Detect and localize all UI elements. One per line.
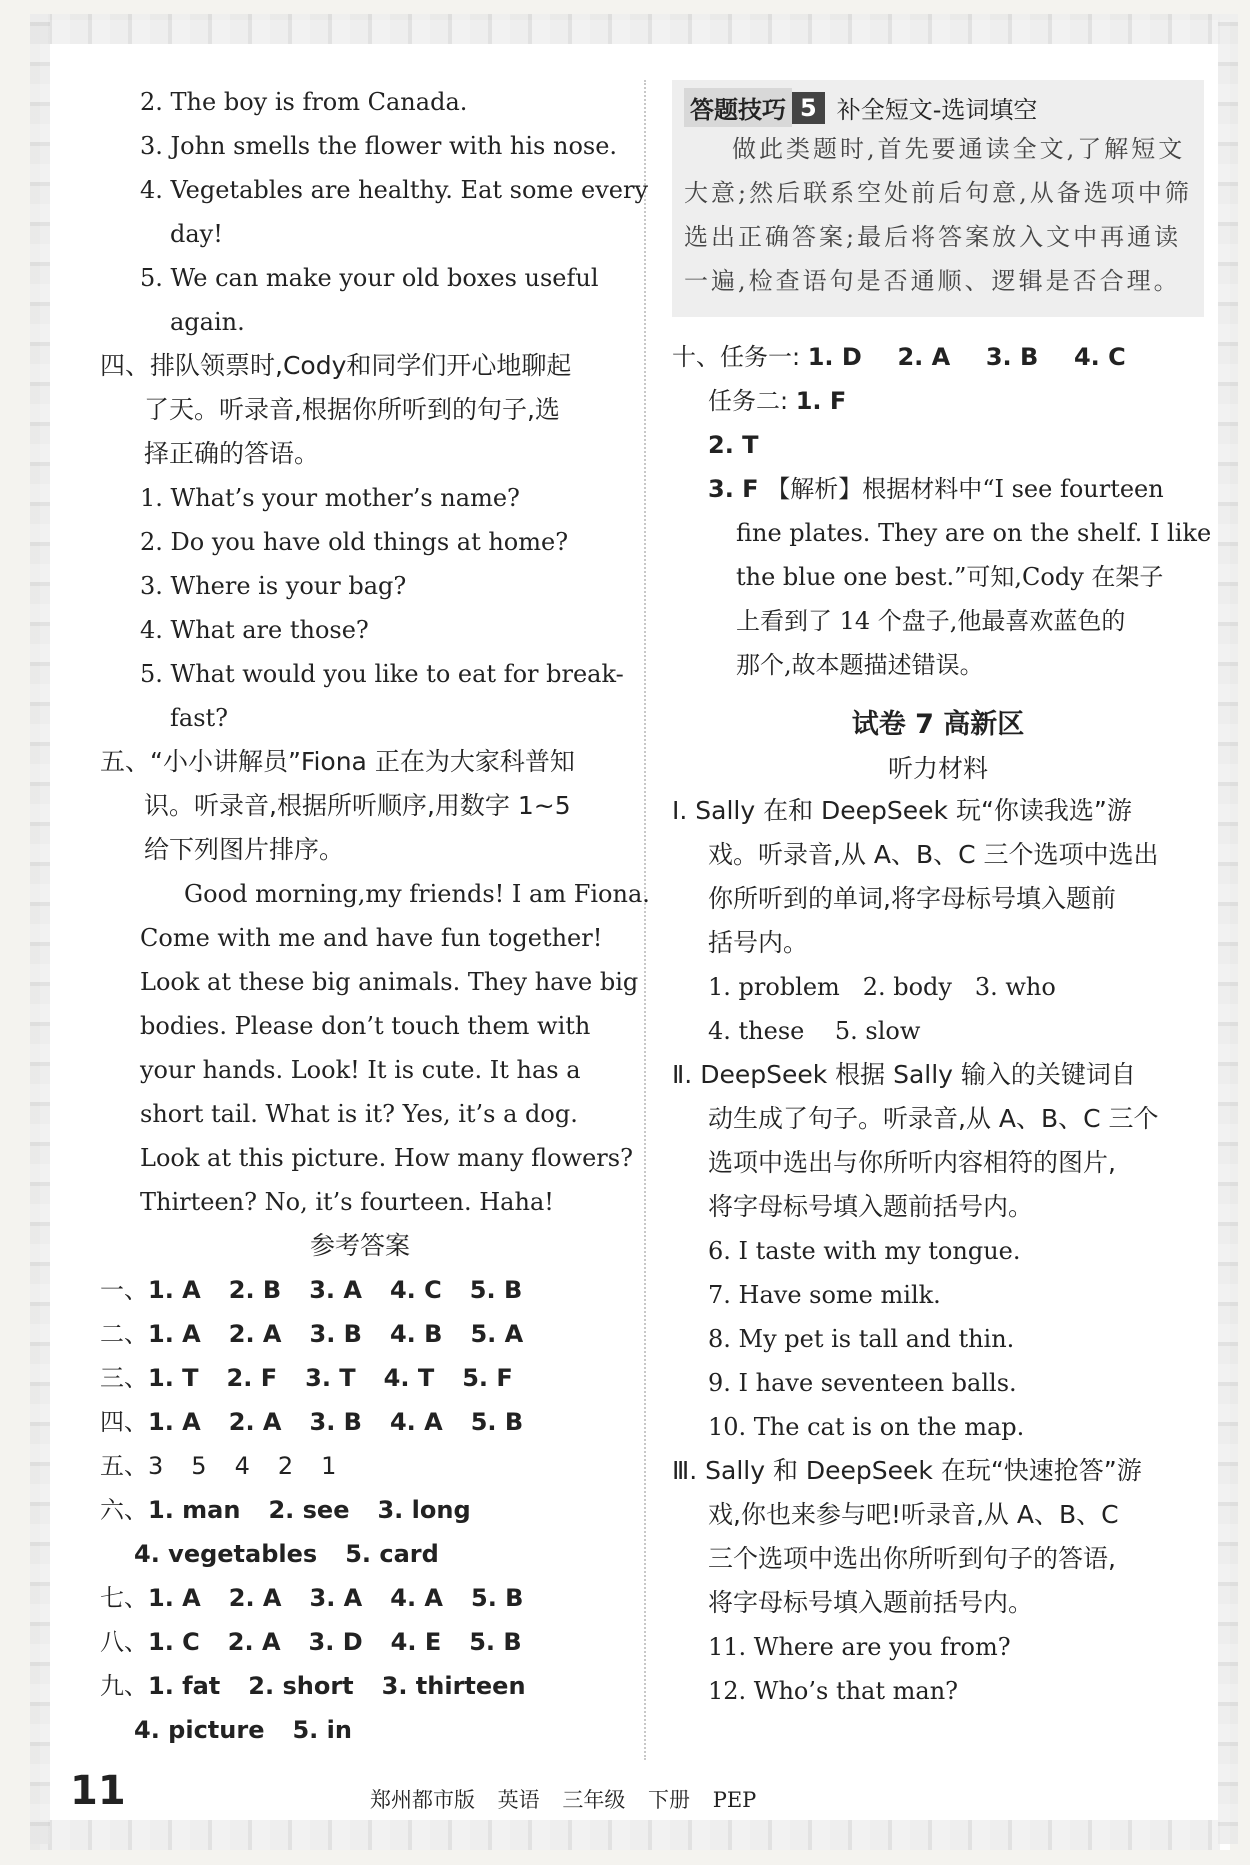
passage-line: short tail. What is it? Yes, it’s a dog. xyxy=(140,1100,578,1128)
section-10-line2 xyxy=(672,379,1204,423)
analysis-line: 上看到了 14 个盘子,他最喜欢蓝色的 xyxy=(736,607,1126,635)
answer-item: 3. B xyxy=(309,1320,362,1348)
answer-item: 5. B xyxy=(470,1408,524,1436)
answer-item: 4. E xyxy=(390,1628,442,1656)
answer-item: 1. A xyxy=(148,1276,201,1304)
answer-item: 4. C xyxy=(1073,343,1126,371)
answer-item: 4. vegetables xyxy=(134,1540,318,1568)
answer-item: 1. C xyxy=(148,1628,200,1656)
list-item: 5. We can make your old boxes useful xyxy=(140,264,599,292)
footer-text: 郑州都市版 英语 三年级 下册 PEP xyxy=(370,1788,757,1812)
tip-number: 5 xyxy=(792,92,825,124)
part-2-title: Ⅱ. DeepSeek 根据 Sally 输入的关键词自 xyxy=(672,1060,1136,1089)
section-10-line1 xyxy=(672,335,1204,379)
answer-list xyxy=(100,1268,620,1752)
part-3-title-cont: 将字母标号填入题前括号内。 xyxy=(708,1588,1034,1617)
part-2-title-cont: 将字母标号填入题前括号内。 xyxy=(708,1192,1034,1221)
answer-item: 2. T xyxy=(708,431,759,459)
answer-item: 4. A xyxy=(389,1408,443,1436)
answer-item: 4. C xyxy=(389,1276,442,1304)
section-4-title-cont: 择正确的答语。 xyxy=(144,439,320,468)
right-column xyxy=(672,80,1212,1713)
answer-item: 1. T xyxy=(148,1364,199,1392)
answer-item: 2. A xyxy=(228,1320,282,1348)
section-10-line4 xyxy=(672,467,1204,511)
answers-title: 参考答案 xyxy=(309,1231,410,1260)
list-item: 7. Have some milk. xyxy=(708,1281,941,1309)
answer-item: 5 xyxy=(191,1452,207,1480)
answer-item: 3. long xyxy=(377,1496,471,1524)
answer-row xyxy=(100,1708,620,1752)
tip-header xyxy=(684,88,1192,127)
answer-item: 5. card xyxy=(345,1540,439,1568)
part-3-title-cont: 戏,你也来参与吧!听录音,从 A、B、C xyxy=(708,1500,1119,1529)
tip-box xyxy=(672,80,1204,317)
list-item: 9. I have seventeen balls. xyxy=(708,1369,1017,1397)
answer-row xyxy=(100,1356,620,1400)
part-1-title-cont: 括号内。 xyxy=(708,928,809,957)
answer-item: 1 xyxy=(321,1452,337,1480)
section-10-line3 xyxy=(672,423,1204,467)
list-item: 10. The cat is on the map. xyxy=(708,1413,1025,1441)
answer-section-label: 九、 xyxy=(100,1672,148,1700)
passage-line: Look at these big animals. They have big xyxy=(140,968,639,996)
answer-item: 5. in xyxy=(292,1716,352,1744)
answer-section-label: 六、 xyxy=(100,1496,148,1524)
passage-line: Thirteen? No, it’s fourteen. Haha! xyxy=(140,1188,554,1216)
answer-item: 2. B xyxy=(228,1276,282,1304)
left-column xyxy=(100,80,650,1752)
tip-badge: 答题技巧 xyxy=(684,88,792,127)
answer-item: 2 xyxy=(277,1452,294,1480)
tip-title: 补全短文-选词填空 xyxy=(836,96,1038,124)
answer-section-label: 四、 xyxy=(100,1408,148,1436)
answer-row xyxy=(100,1312,620,1356)
answer-item: 3. D xyxy=(308,1628,363,1656)
analysis-line: fine plates. They are on the shelf. I like xyxy=(736,519,1212,547)
list-item: 5. What would you like to eat for break- xyxy=(140,660,624,688)
answer-row xyxy=(100,1488,620,1532)
answer-item: 3. A xyxy=(309,1276,362,1304)
answer-item: 1. man xyxy=(148,1496,241,1524)
part-1-title-cont: 戏。听录音,从 A、B、C 三个选项中选出 xyxy=(708,840,1159,869)
analysis-line: the blue one best.”可知,Cody 在架子 xyxy=(736,563,1164,591)
left-border xyxy=(30,14,50,1844)
list-item: 4. Vegetables are healthy. Eat some every xyxy=(140,176,649,204)
list-item: 1. What’s your mother’s name? xyxy=(140,484,520,512)
tip-body: 做此类题时,首先要通读全文,了解短文大意;然后联系空处前后句意,从备选项中筛选出正确答案;最后将答案放入文中再通读一遍,检查语句是否通顺、逻辑是否合理。 xyxy=(684,135,1192,295)
answer-item: 4. picture xyxy=(134,1716,265,1744)
answer-item: 5. F xyxy=(462,1364,513,1392)
list-item: 2. The boy is from Canada. xyxy=(140,88,468,116)
answer-section-label: 三、 xyxy=(100,1364,148,1392)
answer-item: 5. B xyxy=(469,1276,523,1304)
list-item: again. xyxy=(170,308,245,336)
passage-line: bodies. Please don’t touch them with xyxy=(140,1012,591,1040)
answer-item: 5. B xyxy=(471,1584,524,1612)
passage-line: Good morning,my friends! I am Fiona. xyxy=(184,880,650,908)
answer-item: 5. A xyxy=(470,1320,524,1348)
analysis-line: 那个,故本题描述错误。 xyxy=(736,651,984,679)
right-border xyxy=(1218,14,1238,1844)
answer-item: 1. A xyxy=(148,1320,201,1348)
top-border xyxy=(30,14,1220,44)
answer-section-label: 八、 xyxy=(100,1628,148,1656)
answer-item: 3. thirteen xyxy=(381,1672,526,1700)
list-item: 3. John smells the flower with his nose. xyxy=(140,132,618,160)
answer-section-label: 七、 xyxy=(100,1584,148,1612)
answer-row xyxy=(100,1664,620,1708)
answer-row xyxy=(100,1620,620,1664)
answer-section-label: 二、 xyxy=(100,1320,148,1348)
list-item: 3. Where is your bag? xyxy=(140,572,407,600)
answer-section-label: 一、 xyxy=(100,1276,148,1304)
answer-item: 2. F xyxy=(226,1364,278,1392)
answer-item: 3. F xyxy=(708,475,759,503)
list-item: 6. I taste with my tongue. xyxy=(708,1237,1021,1265)
task-2-label: 任务二: xyxy=(708,387,789,415)
paper-subtitle: 听力材料 xyxy=(887,754,988,783)
list-item: 2. Do you have old things at home? xyxy=(140,528,569,556)
passage-line: Look at this picture. How many flowers? xyxy=(140,1144,633,1172)
answer-item: 4. T xyxy=(383,1364,435,1392)
answer-item: 3. B xyxy=(309,1408,362,1436)
list-item: 12. Who’s that man? xyxy=(708,1677,959,1705)
answer-item: 4. A xyxy=(390,1584,443,1612)
answer-item: 3. A xyxy=(309,1584,363,1612)
list-item: 11. Where are you from? xyxy=(708,1633,1011,1661)
answer-item: 3. T xyxy=(305,1364,356,1392)
analysis-text: 【解析】根据材料中“I see fourteen xyxy=(766,475,1164,503)
answer-row xyxy=(100,1268,620,1312)
answer-item: 1. F xyxy=(795,387,847,415)
passage-line: Come with me and have fun together! xyxy=(140,924,603,952)
part-2-title-cont: 动生成了句子。听录音,从 A、B、C 三个 xyxy=(708,1104,1159,1133)
section-4-title: 四、排队领票时,Cody和同学们开心地聊起 xyxy=(100,351,572,380)
part-1-title: Ⅰ. Sally 在和 DeepSeek 玩“你读我选”游 xyxy=(672,796,1132,825)
part-3-title-cont: 三个选项中选出你所听到句子的答语, xyxy=(708,1544,1116,1573)
answer-row xyxy=(100,1532,620,1576)
answer-item: 2. short xyxy=(248,1672,354,1700)
column-divider xyxy=(644,80,646,1760)
answer-item: 2. A xyxy=(897,343,951,371)
list-item: day! xyxy=(170,220,223,248)
answer-item: 2. A xyxy=(227,1628,281,1656)
section-4-title-cont: 了天。听录音,根据你所听到的句子,选 xyxy=(144,395,560,424)
answer-item: 2. A xyxy=(228,1408,282,1436)
list-item: 4. these 5. slow xyxy=(708,1017,921,1045)
section-5-title-cont: 识。听录音,根据所听顺序,用数字 1~5 xyxy=(144,791,571,820)
part-2-title-cont: 选项中选出与你所听内容相符的图片, xyxy=(708,1148,1116,1177)
answer-item: 3. B xyxy=(985,343,1039,371)
answer-item: 3 xyxy=(148,1452,164,1480)
paper-title: 试卷 7 高新区 xyxy=(851,709,1025,740)
answer-section-label: 五、 xyxy=(100,1452,148,1480)
list-item: 8. My pet is tall and thin. xyxy=(708,1325,1015,1353)
answer-item: 1. A xyxy=(148,1408,201,1436)
answer-item: 2. A xyxy=(228,1584,282,1612)
answer-item: 4. B xyxy=(389,1320,443,1348)
answer-row xyxy=(100,1400,620,1444)
section-10-label: 十、任务一: xyxy=(672,343,801,371)
section-5-title: 五、“小小讲解员”Fiona 正在为大家科普知 xyxy=(100,747,575,776)
list-item: fast? xyxy=(170,704,229,732)
answer-row xyxy=(100,1444,620,1488)
list-item: 1. problem 2. body 3. who xyxy=(708,973,1056,1001)
page-number: 11 xyxy=(70,1768,126,1814)
answer-item: 5. B xyxy=(469,1628,522,1656)
list-item: 4. What are those? xyxy=(140,616,369,644)
passage-line: your hands. Look! It is cute. It has a xyxy=(140,1056,581,1084)
answer-item: 2. see xyxy=(268,1496,350,1524)
answer-item: 4 xyxy=(234,1452,250,1480)
answer-row xyxy=(100,1576,620,1620)
part-3-title: Ⅲ. Sally 和 DeepSeek 在玩“快速抢答”游 xyxy=(672,1456,1142,1485)
part-1-title-cont: 你所听到的单词,将字母标号填入题前 xyxy=(708,884,1116,913)
answer-item: 1. fat xyxy=(148,1672,221,1700)
bottom-border xyxy=(30,1820,1220,1850)
section-5-title-cont: 给下列图片排序。 xyxy=(144,835,345,864)
answer-item: 1. A xyxy=(148,1584,201,1612)
answer-item: 1. D xyxy=(807,343,862,371)
